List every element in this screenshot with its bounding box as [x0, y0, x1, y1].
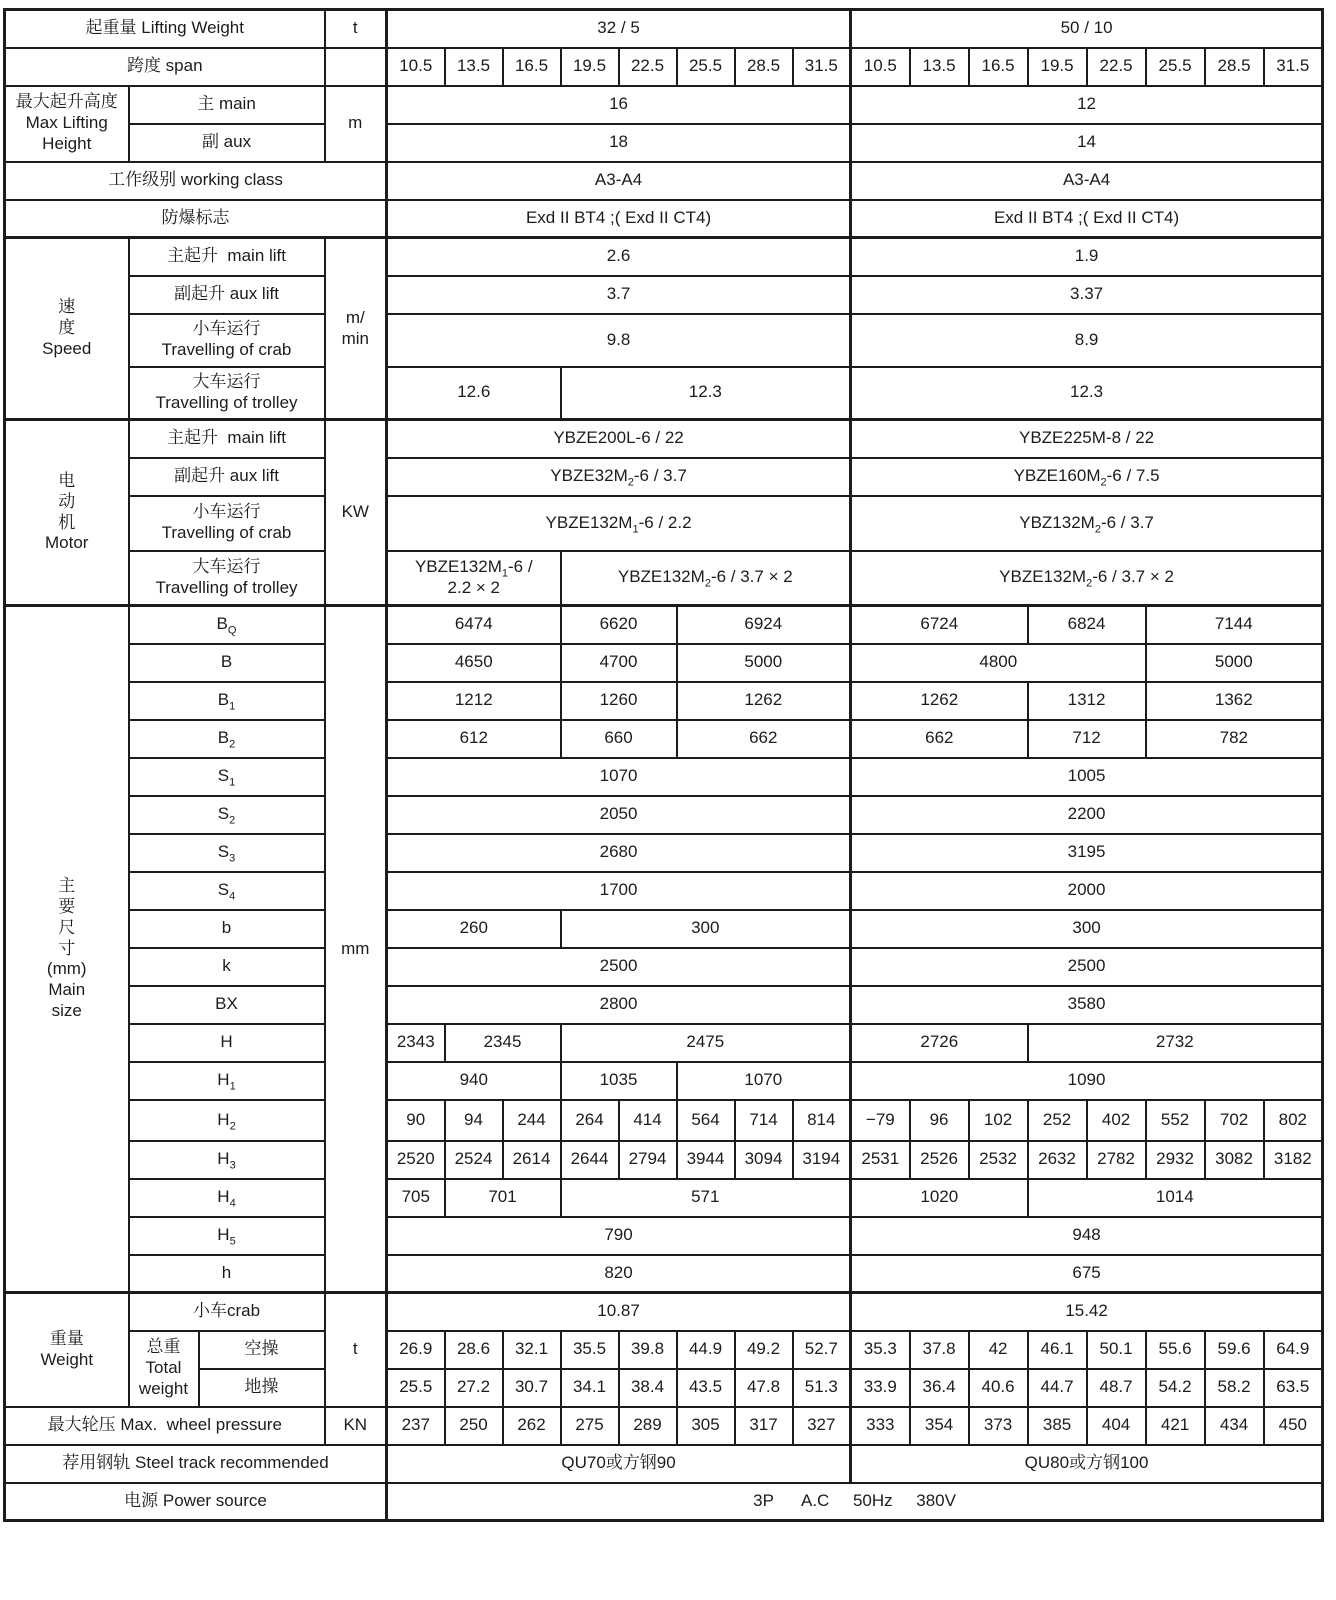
value-cell: 2475	[561, 1024, 851, 1062]
value-cell: 714	[735, 1100, 793, 1141]
dim-label: $S_1$	[129, 758, 325, 796]
value-cell: A3-A4	[387, 162, 851, 200]
span-unit	[325, 48, 387, 86]
value-cell: 2644	[561, 1141, 619, 1179]
row-dim-k	[5, 948, 1323, 986]
value-cell: 434	[1205, 1407, 1264, 1445]
value-cell: 252	[1028, 1100, 1087, 1141]
value-cell: 675	[851, 1255, 1323, 1293]
value-cell: 6724	[851, 606, 1028, 644]
value-cell: 3.37	[851, 276, 1323, 314]
row-dim-s2	[5, 796, 1323, 834]
weight-unit: t	[325, 1293, 387, 1407]
row-weight-ground-operated	[5, 1369, 1323, 1407]
value-cell: 46.1	[1028, 1331, 1087, 1369]
value-cell: 32.1	[503, 1331, 561, 1369]
row-span	[5, 48, 1323, 86]
value-cell: 2782	[1087, 1141, 1146, 1179]
value-cell: 237	[387, 1407, 445, 1445]
value-cell: 94	[445, 1100, 503, 1141]
row-motor-main-lift	[5, 420, 1323, 458]
value-cell: 5000	[1146, 644, 1323, 682]
value-cell: QU80或方钢100	[851, 1445, 1323, 1483]
row-dim-bq	[5, 606, 1323, 644]
value-cell: 102	[969, 1100, 1028, 1141]
value-cell: 10.5	[851, 48, 910, 86]
dim-label: B	[129, 644, 325, 682]
value-cell: 30.7	[503, 1369, 561, 1407]
cab-operated-label: 空操	[199, 1331, 325, 1369]
row-dim-b2	[5, 720, 1323, 758]
value-cell: 51.3	[793, 1369, 851, 1407]
value-cell: 3195	[851, 834, 1323, 872]
value-cell: 712	[1028, 720, 1146, 758]
wheel-pressure-unit: KN	[325, 1407, 387, 1445]
speed-unit: m/ min	[325, 238, 387, 420]
ground-operated-label: 地操	[199, 1369, 325, 1407]
value-cell: 1312	[1028, 682, 1146, 720]
dim-label: $S_4$	[129, 872, 325, 910]
value-cell: 38.4	[619, 1369, 677, 1407]
value-cell: 12.6	[387, 367, 561, 420]
value-cell: 35.3	[851, 1331, 910, 1369]
value-cell: $YBZE132M_2-6 / 3.7 \times 2$	[561, 551, 851, 606]
main-hook-label: 主 main	[129, 86, 325, 124]
value-cell: 6474	[387, 606, 561, 644]
value-cell: $YBZE160M_2-6 / 7.5$	[851, 458, 1323, 496]
value-cell: 1262	[677, 682, 851, 720]
value-cell: 35.5	[561, 1331, 619, 1369]
span-label: 跨度 span	[5, 48, 325, 86]
value-cell: 1020	[851, 1179, 1028, 1217]
value-cell: 300	[851, 910, 1323, 948]
value-cell: 42	[969, 1331, 1028, 1369]
value-cell: 50.1	[1087, 1331, 1146, 1369]
row-motor-crab	[5, 496, 1323, 551]
value-cell: 2531	[851, 1141, 910, 1179]
value-cell: 96	[910, 1100, 969, 1141]
value-cell: 63.5	[1264, 1369, 1323, 1407]
value-cell: 54.2	[1146, 1369, 1205, 1407]
value-cell: 2200	[851, 796, 1323, 834]
value-cell: 27.2	[445, 1369, 503, 1407]
value-cell: 26.9	[387, 1331, 445, 1369]
value-cell: YBZE225M-8 / 22	[851, 420, 1323, 458]
value-cell: 327	[793, 1407, 851, 1445]
value-cell: 1362	[1146, 682, 1323, 720]
value-cell: 782	[1146, 720, 1323, 758]
value-cell: A3-A4	[851, 162, 1323, 200]
value-cell: 10.5	[387, 48, 445, 86]
value-cell: 31.5	[793, 48, 851, 86]
row-dim-h2	[5, 1100, 1323, 1141]
value-cell: 275	[561, 1407, 619, 1445]
value-cell: 6924	[677, 606, 851, 644]
value-cell: $YBZE32M_2-6 / 3.7$	[387, 458, 851, 496]
row-working-class	[5, 162, 1323, 200]
explosion-proof-label: 防爆标志	[5, 200, 387, 238]
row-dim-h4	[5, 1179, 1323, 1217]
value-cell: 2345	[445, 1024, 561, 1062]
dim-label: k	[129, 948, 325, 986]
value-cell: 250	[445, 1407, 503, 1445]
value-cell: 2500	[851, 948, 1323, 986]
value-cell: 22.5	[1087, 48, 1146, 86]
dim-label: $S_3$	[129, 834, 325, 872]
value-cell: 9.8	[387, 314, 851, 367]
row-explosion-proof	[5, 200, 1323, 238]
main-size-section-label: 主 要 尺 寸 (mm) Main size	[5, 606, 129, 1293]
value-cell: 37.8	[910, 1331, 969, 1369]
speed-main-lift-label: 主起升 main lift	[129, 238, 325, 276]
row-speed-aux-lift	[5, 276, 1323, 314]
row-dim-h1	[5, 1062, 1323, 1100]
aux-hook-label: 副 aux	[129, 124, 325, 162]
value-cell: 404	[1087, 1407, 1146, 1445]
height-unit: m	[325, 86, 387, 162]
motor-aux-lift-label: 副起升 aux lift	[129, 458, 325, 496]
spec-table-body	[5, 10, 1323, 1521]
value-cell: 1700	[387, 872, 851, 910]
value-cell: 3.7	[387, 276, 851, 314]
value-cell: 16.5	[969, 48, 1028, 86]
speed-trolley-label: 大车运行 Travelling of trolley	[129, 367, 325, 420]
value-cell: 1014	[1028, 1179, 1323, 1217]
capacity-right: 50 / 10	[851, 10, 1323, 48]
value-cell: 612	[387, 720, 561, 758]
speed-section-label: 速 度 Speed	[5, 238, 129, 420]
dim-label: $S_2$	[129, 796, 325, 834]
value-cell: 25.5	[387, 1369, 445, 1407]
value-cell: 1070	[677, 1062, 851, 1100]
value-cell: 12	[851, 86, 1323, 124]
value-cell: 34.1	[561, 1369, 619, 1407]
value-cell: 2680	[387, 834, 851, 872]
value-cell: 1212	[387, 682, 561, 720]
value-cell: 660	[561, 720, 677, 758]
dim-label: $B_Q$	[129, 606, 325, 644]
row-wheel-pressure	[5, 1407, 1323, 1445]
value-cell: 1005	[851, 758, 1323, 796]
value-cell: 421	[1146, 1407, 1205, 1445]
value-cell: 2524	[445, 1141, 503, 1179]
value-cell: 244	[503, 1100, 561, 1141]
value-cell: 333	[851, 1407, 910, 1445]
value-cell: 25.5	[677, 48, 735, 86]
value-cell: 662	[851, 720, 1028, 758]
value-cell: 39.8	[619, 1331, 677, 1369]
value-cell: 2520	[387, 1141, 445, 1179]
row-dim-b	[5, 644, 1323, 682]
value-cell: 64.9	[1264, 1331, 1323, 1369]
value-cell: 6824	[1028, 606, 1146, 644]
value-cell: 414	[619, 1100, 677, 1141]
row-motor-aux-lift	[5, 458, 1323, 496]
value-cell: 4650	[387, 644, 561, 682]
value-cell: 6620	[561, 606, 677, 644]
value-cell: 36.4	[910, 1369, 969, 1407]
value-cell: 402	[1087, 1100, 1146, 1141]
value-cell: 8.9	[851, 314, 1323, 367]
value-cell: 1035	[561, 1062, 677, 1100]
value-cell: 1070	[387, 758, 851, 796]
row-power-source	[5, 1483, 1323, 1521]
value-cell: 58.2	[1205, 1369, 1264, 1407]
value-cell: 48.7	[1087, 1369, 1146, 1407]
value-cell: 2726	[851, 1024, 1028, 1062]
capacity-left: 32 / 5	[387, 10, 851, 48]
value-cell: 702	[1205, 1100, 1264, 1141]
value-cell: 2526	[910, 1141, 969, 1179]
row-max-height-aux	[5, 124, 1323, 162]
value-cell: 3580	[851, 986, 1323, 1024]
power-source-label: 电源 Power source	[5, 1483, 387, 1521]
value-cell: 90	[387, 1100, 445, 1141]
value-cell: 22.5	[619, 48, 677, 86]
lifting-weight-label: 起重量 Lifting Weight	[5, 10, 325, 48]
value-cell: 15.42	[851, 1293, 1323, 1331]
value-cell: −79	[851, 1100, 910, 1141]
value-cell: 354	[910, 1407, 969, 1445]
value-cell: 14	[851, 124, 1323, 162]
value-cell: 2343	[387, 1024, 445, 1062]
dim-label: b	[129, 910, 325, 948]
value-cell: YBZE200L-6 / 22	[387, 420, 851, 458]
max-lifting-height-label: 最大起升高度 Max Lifting Height	[5, 86, 129, 162]
value-cell: 13.5	[445, 48, 503, 86]
value-cell: 2732	[1028, 1024, 1323, 1062]
value-cell: 262	[503, 1407, 561, 1445]
value-cell: 3194	[793, 1141, 851, 1179]
value-cell: 19.5	[561, 48, 619, 86]
value-cell: 2050	[387, 796, 851, 834]
dim-label: H	[129, 1024, 325, 1062]
value-cell: 2800	[387, 986, 851, 1024]
value-cell: 2932	[1146, 1141, 1205, 1179]
row-dim-b-small	[5, 910, 1323, 948]
value-cell: 1.9	[851, 238, 1323, 276]
row-dim-s3	[5, 834, 1323, 872]
value-cell: 12.3	[851, 367, 1323, 420]
value-cell: 28.5	[1205, 48, 1264, 86]
row-dim-bx	[5, 986, 1323, 1024]
dim-label: $B_2$	[129, 720, 325, 758]
value-cell: 2.6	[387, 238, 851, 276]
value-cell: 59.6	[1205, 1331, 1264, 1369]
value-cell: 47.8	[735, 1369, 793, 1407]
row-lifting-weight	[5, 10, 1323, 48]
value-cell: 12.3	[561, 367, 851, 420]
value-cell: 373	[969, 1407, 1028, 1445]
value-cell: 385	[1028, 1407, 1087, 1445]
value-cell: 2794	[619, 1141, 677, 1179]
value-cell: 13.5	[910, 48, 969, 86]
value-cell: Exd II BT4 ;( Exd II CT4)	[851, 200, 1323, 238]
motor-section-label: 电 动 机 Motor	[5, 420, 129, 606]
dim-label: $H_3$	[129, 1141, 325, 1179]
speed-aux-lift-label: 副起升 aux lift	[129, 276, 325, 314]
value-cell: 662	[677, 720, 851, 758]
value-cell: 2532	[969, 1141, 1028, 1179]
value-cell: 814	[793, 1100, 851, 1141]
value-cell: 260	[387, 910, 561, 948]
value-cell: 3P A.C 50Hz 380V	[387, 1483, 1323, 1521]
value-cell: 820	[387, 1255, 851, 1293]
row-dim-s4	[5, 872, 1323, 910]
row-speed-crab	[5, 314, 1323, 367]
value-cell: 2500	[387, 948, 851, 986]
value-cell: 52.7	[793, 1331, 851, 1369]
value-cell: 802	[1264, 1100, 1323, 1141]
crane-spec-table	[3, 8, 1324, 1522]
dim-label: $H_2$	[129, 1100, 325, 1141]
value-cell: 940	[387, 1062, 561, 1100]
value-cell: 10.87	[387, 1293, 851, 1331]
value-cell: 3944	[677, 1141, 735, 1179]
value-cell: 49.2	[735, 1331, 793, 1369]
motor-main-lift-label: 主起升 main lift	[129, 420, 325, 458]
value-cell: 28.5	[735, 48, 793, 86]
crab-weight-label: 小车crab	[129, 1293, 325, 1331]
value-cell: 264	[561, 1100, 619, 1141]
dim-label: BX	[129, 986, 325, 1024]
value-cell: 3082	[1205, 1141, 1264, 1179]
weight-section-label: 重量 Weight	[5, 1293, 129, 1407]
motor-crab-label: 小车运行 Travelling of crab	[129, 496, 325, 551]
value-cell: 289	[619, 1407, 677, 1445]
wheel-pressure-label: 最大轮压 Max. wheel pressure	[5, 1407, 325, 1445]
value-cell: 705	[387, 1179, 445, 1217]
speed-crab-label: 小车运行 Travelling of crab	[129, 314, 325, 367]
value-cell: 18	[387, 124, 851, 162]
value-cell: $YBZE132M_1-6 / 2.2$	[387, 496, 851, 551]
value-cell: 4700	[561, 644, 677, 682]
dim-label: $B_1$	[129, 682, 325, 720]
row-dim-s1	[5, 758, 1323, 796]
total-weight-label: 总重 Total weight	[129, 1331, 199, 1407]
value-cell: 317	[735, 1407, 793, 1445]
row-motor-trolley	[5, 551, 1323, 606]
value-cell: 16.5	[503, 48, 561, 86]
value-cell: $YBZE132M_2-6 / 3.7 \times 2$	[851, 551, 1323, 606]
value-cell: 25.5	[1146, 48, 1205, 86]
row-speed-trolley	[5, 367, 1323, 420]
value-cell: 44.9	[677, 1331, 735, 1369]
size-unit: mm	[325, 606, 387, 1293]
value-cell: QU70或方钢90	[387, 1445, 851, 1483]
value-cell: 28.6	[445, 1331, 503, 1369]
row-dim-h	[5, 1024, 1323, 1062]
value-cell: 33.9	[851, 1369, 910, 1407]
value-cell: 450	[1264, 1407, 1323, 1445]
dim-label: $H_5$	[129, 1217, 325, 1255]
value-cell: 55.6	[1146, 1331, 1205, 1369]
working-class-label: 工作级别 working class	[5, 162, 387, 200]
value-cell: 16	[387, 86, 851, 124]
row-steel-track	[5, 1445, 1323, 1483]
row-weight-crab	[5, 1293, 1323, 1331]
dim-label: $H_4$	[129, 1179, 325, 1217]
value-cell: $YBZE132M_1-6$ / 2.2 × 2	[387, 551, 561, 606]
value-cell: $YBZ132M_2-6 / 3.7$	[851, 496, 1323, 551]
value-cell: 571	[561, 1179, 851, 1217]
row-dim-b1	[5, 682, 1323, 720]
value-cell: 1090	[851, 1062, 1323, 1100]
row-dim-h3	[5, 1141, 1323, 1179]
value-cell: 552	[1146, 1100, 1205, 1141]
value-cell: 5000	[677, 644, 851, 682]
value-cell: 40.6	[969, 1369, 1028, 1407]
value-cell: 2632	[1028, 1141, 1087, 1179]
motor-trolley-label: 大车运行 Travelling of trolley	[129, 551, 325, 606]
row-dim-h-small	[5, 1255, 1323, 1293]
lifting-weight-unit: t	[325, 10, 387, 48]
value-cell: 701	[445, 1179, 561, 1217]
value-cell: 305	[677, 1407, 735, 1445]
value-cell: 43.5	[677, 1369, 735, 1407]
value-cell: 44.7	[1028, 1369, 1087, 1407]
value-cell: 2000	[851, 872, 1323, 910]
value-cell: Exd II BT4 ;( Exd II CT4)	[387, 200, 851, 238]
value-cell: 790	[387, 1217, 851, 1255]
value-cell: 19.5	[1028, 48, 1087, 86]
value-cell: 564	[677, 1100, 735, 1141]
value-cell: 948	[851, 1217, 1323, 1255]
dim-label: h	[129, 1255, 325, 1293]
steel-track-label: 荐用钢轨 Steel track recommended	[5, 1445, 387, 1483]
value-cell: 4800	[851, 644, 1146, 682]
value-cell: 31.5	[1264, 48, 1323, 86]
row-max-height-main	[5, 86, 1323, 124]
value-cell: 3182	[1264, 1141, 1323, 1179]
value-cell: 3094	[735, 1141, 793, 1179]
value-cell: 300	[561, 910, 851, 948]
value-cell: 1262	[851, 682, 1028, 720]
row-speed-main-lift	[5, 238, 1323, 276]
dim-label: $H_1$	[129, 1062, 325, 1100]
row-weight-cab-operated	[5, 1331, 1323, 1369]
value-cell: 2614	[503, 1141, 561, 1179]
motor-unit: KW	[325, 420, 387, 606]
row-dim-h5	[5, 1217, 1323, 1255]
value-cell: 7144	[1146, 606, 1323, 644]
value-cell: 1260	[561, 682, 677, 720]
